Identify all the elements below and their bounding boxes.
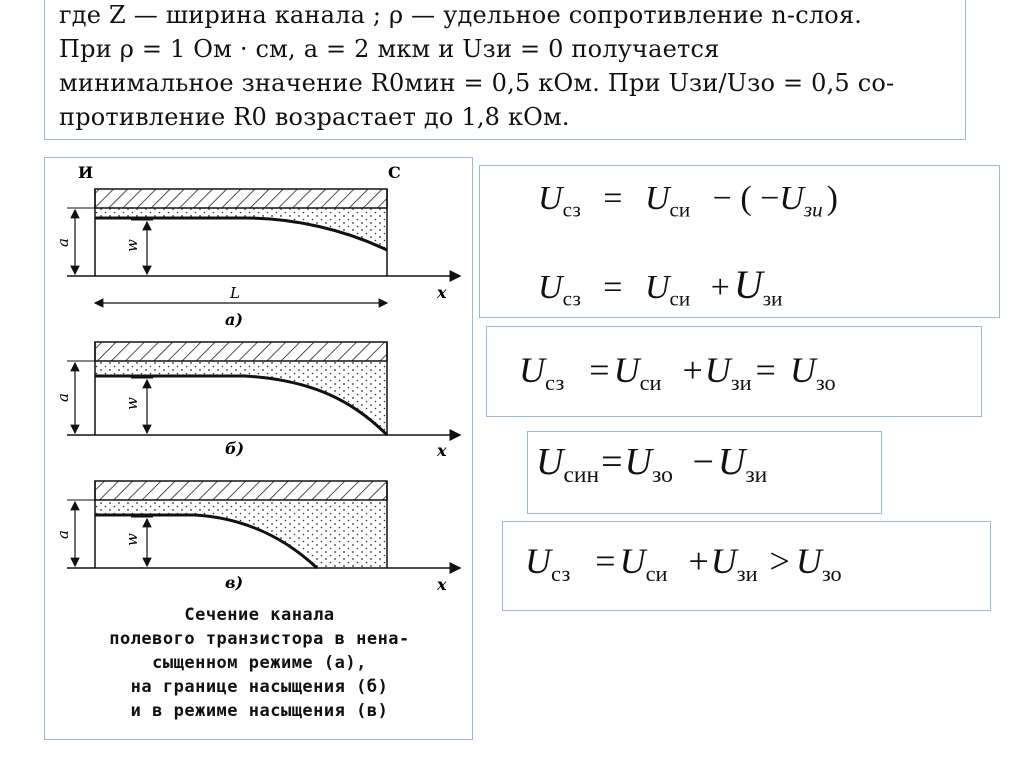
source-label: И (78, 163, 94, 182)
diagram-a (54, 189, 460, 329)
formula-2: $U_{сз} = U_{си} +U_{зи} = U_{зо}$ (519, 350, 836, 395)
drain-label: С (388, 163, 401, 182)
caption-line-3: сыщенном режиме (а), (152, 653, 367, 673)
text-line-1: где Z — ширина канала ; ρ — удельное сопротивление n-слоя. (59, 1, 863, 29)
a-label: a (54, 393, 72, 402)
w-label: w (123, 239, 141, 252)
formula-3: $U_{син}=U_{зо} - U_{зи}$ (536, 441, 768, 489)
x-axis-label: x (437, 283, 447, 302)
formula-box-2 (486, 326, 982, 417)
subfigure-b-label: б) (225, 439, 245, 458)
a-label: a (54, 530, 72, 539)
text-line-4: противление R0 возрастает до 1,8 кОм. (59, 103, 570, 131)
a-label: a (54, 238, 72, 247)
formula-1b: $U_{сз} = U_{си} + U_{зи}$ (538, 262, 783, 311)
text-block (44, 0, 966, 140)
caption-line-2: полевого транзистора в нена- (109, 629, 410, 649)
channel-diagram (45, 158, 474, 598)
caption-line-4: на границе насыщения (б) (130, 677, 389, 697)
formula-box-3 (527, 431, 882, 514)
figure-panel (44, 157, 473, 740)
L-label: L (230, 284, 240, 302)
formula-box-1 (479, 165, 1000, 318)
diagram-b (54, 342, 460, 460)
x-axis-label: x (437, 575, 447, 594)
w-label: w (123, 533, 141, 546)
text-line-2: При ρ = 1 Ом · см, a = 2 мкм и Uзи = 0 получается (59, 35, 720, 63)
subfigure-a-label: а) (225, 310, 243, 329)
subfigure-c-label: в) (225, 573, 244, 592)
caption-line-1: Сечение канала (184, 605, 335, 625)
formula-1a: $U_{сз} = U_{си}$ − ( $-U_{зи}$ ) (538, 180, 838, 222)
x-axis-label: x (437, 441, 447, 460)
formula-box-4 (502, 521, 991, 611)
caption-line-5: и в режиме насыщения (в) (130, 701, 389, 721)
diagram-c (54, 481, 460, 594)
formula-4: $U_{сз} = U_{си} +U_{зи} > U_{зо}$ (525, 541, 842, 586)
text-line-3: минимальное значение R0мин = 0,5 кОм. При Uзи/Uзо = 0,5 со- (59, 69, 895, 97)
w-label: w (123, 397, 141, 410)
